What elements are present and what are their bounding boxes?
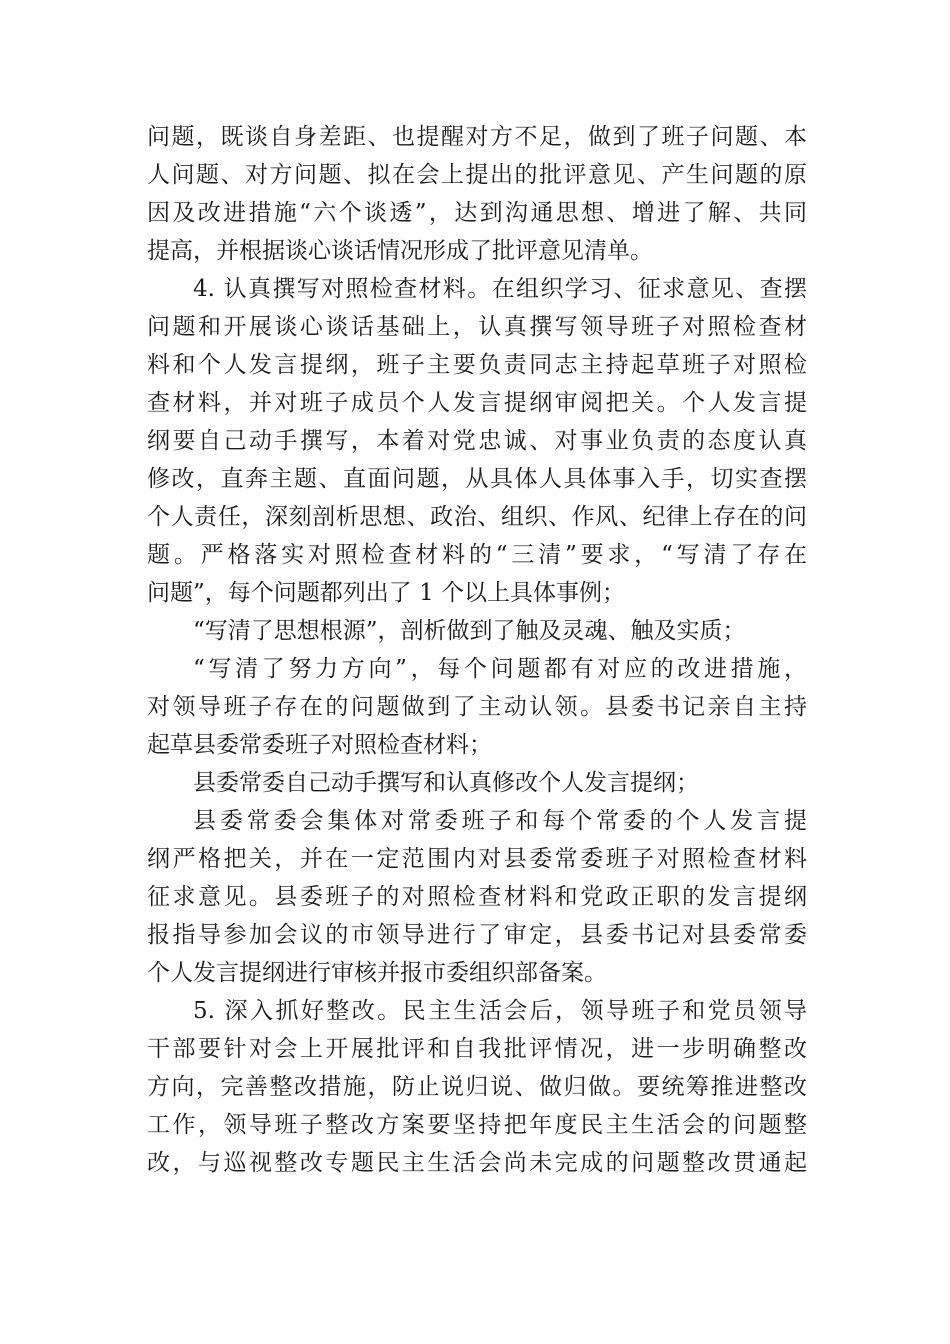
text-line: 方向，完善整改措施，防止说归说、做归做。要统筹推进整改 bbox=[147, 1074, 807, 1100]
text-line: 纲严格把关，并在一定范围内对县委常委班子对照检查材料 bbox=[147, 846, 807, 872]
text-line: 人问题、对方问题、拟在会上提出的批评意见、产生问题的原 bbox=[147, 162, 807, 188]
text-line: 料和个人发言提纲，班子主要负责同志主持起草班子对照检 bbox=[147, 352, 807, 378]
text-line: 报指导参加会议的市领导进行了审定，县委书记对县委常委 bbox=[147, 922, 807, 948]
text-line: 县委常委会集体对常委班子和每个常委的个人发言提 bbox=[193, 808, 807, 834]
text-line: 5. 深入抓好整改。民主生活会后，领导班子和党员领导 bbox=[193, 998, 807, 1024]
text-line: “写清了努力方向”，每个问题都有对应的改进措施， bbox=[193, 656, 807, 682]
text-line: 问题和开展谈心谈话基础上，认真撰写领导班子对照检查材 bbox=[147, 314, 807, 340]
text-line: 改，与巡视整改专题民主生活会尚未完成的问题整改贯通起 bbox=[147, 1150, 807, 1176]
text-line: 征求意见。县委班子的对照检查材料和党政正职的发言提纲 bbox=[147, 884, 807, 910]
text-line: 县委常委自己动手撰写和认真修改个人发言提纲； bbox=[193, 770, 699, 796]
text-line: 提高，并根据谈心谈话情况形成了批评意见清单。 bbox=[147, 238, 653, 264]
text-line: 个人发言提纲进行审核并报市委组织部备案。 bbox=[147, 960, 607, 986]
text-line: 工作，领导班子整改方案要坚持把年度民主生活会的问题整 bbox=[147, 1112, 807, 1138]
text-line: 纲要自己动手撰写，本着对党忠诚、对事业负责的态度认真 bbox=[147, 428, 807, 454]
text-line: 修改，直奔主题、直面问题，从具体人具体事入手，切实查摆 bbox=[147, 466, 807, 492]
text-line: 4. 认真撰写对照检查材料。在组织学习、征求意见、查摆 bbox=[193, 276, 807, 302]
text-line: 题。严格落实对照检查材料的“三清”要求，“写清了存在 bbox=[147, 542, 807, 568]
text-line: 起草县委常委班子对照检查材料； bbox=[147, 732, 492, 758]
document-body bbox=[147, 118, 807, 1182]
text-line: 对领导班子存在的问题做到了主动认领。县委书记亲自主持 bbox=[147, 694, 807, 720]
text-line: 个人责任，深刻剖析思想、政治、组织、作风、纪律上存在的问 bbox=[147, 504, 807, 530]
text-line: 问题”，每个问题都列出了 1 个以上具体事例； bbox=[147, 580, 626, 606]
text-line: 因及改进措施“六个谈透”，达到沟通思想、增进了解、共同 bbox=[147, 200, 807, 226]
text-line: 查材料，并对班子成员个人发言提纲审阅把关。个人发言提 bbox=[147, 390, 807, 416]
text-line: 问题，既谈自身差距、也提醒对方不足，做到了班子问题、本 bbox=[147, 124, 807, 150]
text-line: “写清了思想根源”，剖析做到了触及灵魂、触及实质； bbox=[193, 618, 746, 644]
text-line: 干部要针对会上开展批评和自我批评情况，进一步明确整改 bbox=[147, 1036, 807, 1062]
